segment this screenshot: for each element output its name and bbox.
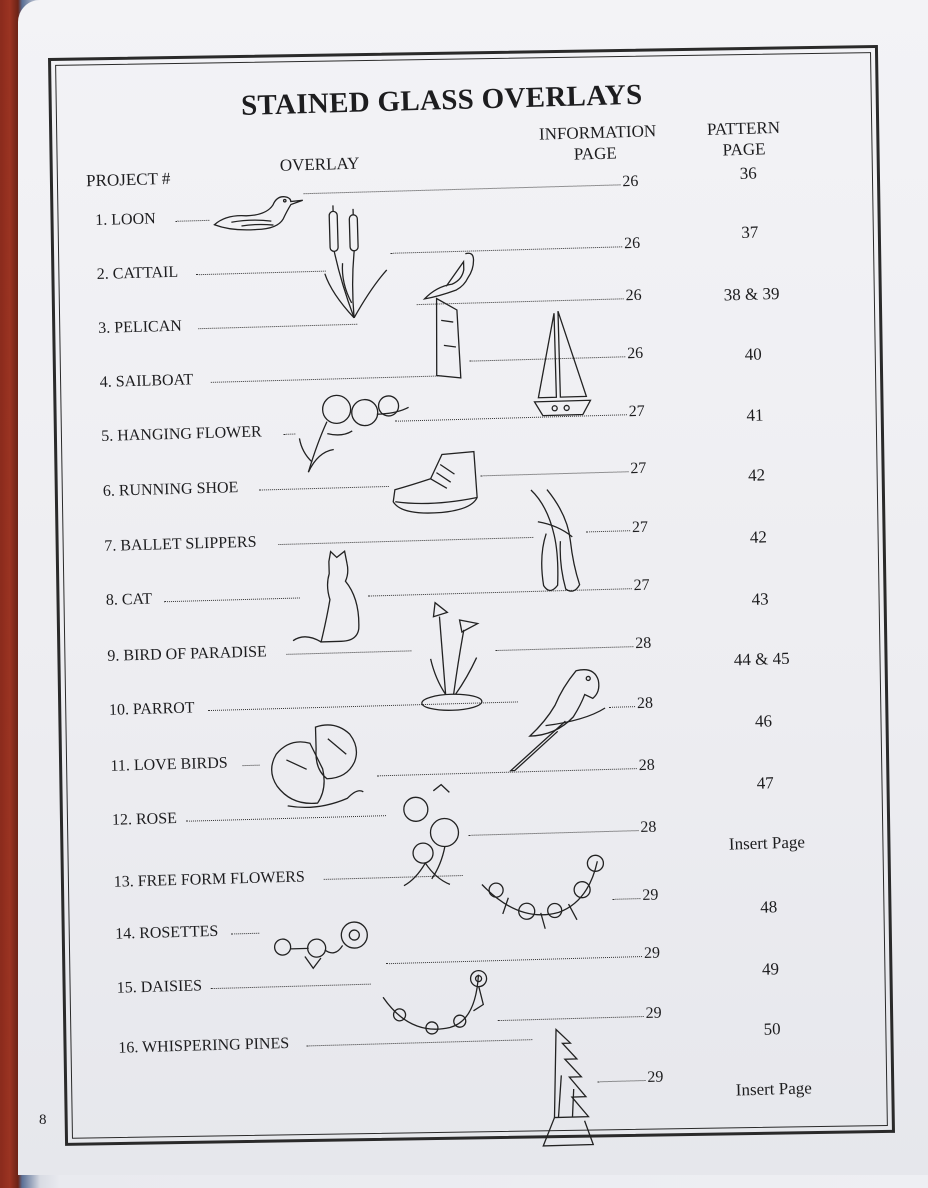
information-page-number: 29 — [642, 887, 658, 905]
ballet-slippers-icon — [527, 484, 590, 598]
whispering-pines-icon — [532, 1024, 601, 1151]
list-item — [0, 515, 927, 571]
dot-leader — [612, 898, 640, 900]
information-page-number: 28 — [640, 819, 656, 837]
dot-leader — [164, 597, 300, 602]
project-name: 11. LOVE BIRDS — [110, 755, 228, 776]
information-page-number: 27 — [629, 403, 645, 421]
loon-icon — [211, 190, 307, 238]
information-page-number: 28 — [637, 695, 653, 713]
information-page-number: 29 — [645, 1005, 661, 1023]
pattern-page-number: 46 — [703, 710, 824, 733]
dot-leader — [231, 933, 259, 935]
dot-leader — [481, 471, 629, 476]
dot-leader — [278, 537, 533, 545]
information-page-number: 26 — [625, 287, 641, 305]
pattern-page-number: 43 — [700, 588, 821, 611]
project-name: 6. RUNNING SHOE — [103, 479, 239, 501]
project-name: 13. FREE FORM FLOWERS — [114, 868, 306, 891]
header-overlay: OVERLAY — [280, 153, 360, 176]
project-name: 12. ROSE — [112, 810, 177, 830]
information-page-number: 27 — [630, 460, 646, 478]
pattern-page-number: 49 — [710, 958, 831, 981]
project-name: 4. SAILBOAT — [100, 371, 194, 392]
dot-leader — [609, 706, 635, 708]
love-birds-icon — [265, 718, 366, 819]
cat-icon — [289, 549, 367, 651]
parrot-icon — [504, 664, 612, 775]
information-page-number: 27 — [632, 519, 648, 537]
dot-leader — [469, 830, 639, 836]
project-name: 16. WHISPERING PINES — [118, 1035, 289, 1058]
list-item — [6, 789, 928, 845]
dot-leader — [597, 1080, 645, 1082]
dot-leader — [259, 486, 389, 491]
information-page-number: 29 — [644, 945, 660, 963]
pattern-page-number: 40 — [693, 343, 814, 366]
pattern-page-number: 42 — [698, 526, 819, 549]
information-page-number: 27 — [633, 577, 649, 595]
project-name: 1. LOON — [95, 210, 156, 230]
header-pattern-page: PATTERN PAGE — [707, 117, 781, 161]
pattern-page-number: 50 — [712, 1018, 833, 1041]
pattern-page-number: 38 & 39 — [691, 283, 812, 306]
dot-leader — [495, 646, 633, 651]
pattern-page-number: 41 — [695, 404, 816, 427]
dot-leader — [498, 1016, 644, 1021]
dot-leader — [304, 184, 621, 194]
information-page-number: 26 — [622, 173, 638, 191]
pattern-page-number: 44 & 45 — [702, 648, 823, 671]
project-name: 3. PELICAN — [98, 318, 182, 338]
project-name: 2. CATTAIL — [97, 264, 179, 284]
list-item — [4, 735, 928, 791]
dot-leader — [243, 765, 260, 766]
daisies-icon — [378, 964, 495, 1043]
header-information-page: INFORMATION PAGE — [539, 120, 657, 165]
project-name: 5. HANGING FLOWER — [101, 423, 262, 445]
header-project: PROJECT # — [86, 168, 171, 191]
dot-leader — [211, 375, 442, 382]
pattern-page-number: Insert Page — [707, 832, 828, 855]
rose-icon — [393, 782, 468, 890]
pattern-page-number: 47 — [705, 772, 826, 795]
page-title: STAINED GLASS OVERLAYS — [241, 79, 643, 123]
dot-leader — [211, 984, 371, 989]
dot-leader — [283, 434, 295, 435]
pattern-page-number: Insert Page — [714, 1078, 835, 1101]
project-name: 10. PARROT — [109, 699, 195, 719]
project-name: 15. DAISIES — [116, 977, 202, 997]
sailboat-icon — [530, 308, 595, 425]
list-item — [9, 903, 928, 959]
project-name: 7. BALLET SLIPPERS — [104, 534, 257, 556]
dot-leader — [198, 324, 357, 329]
free-form-flowers-icon — [477, 851, 611, 937]
information-page-number: 26 — [624, 235, 640, 253]
pattern-page-number: 37 — [690, 221, 811, 244]
running-shoe-icon — [390, 447, 482, 517]
dot-leader — [368, 588, 632, 596]
project-name: 14. ROSETTES — [115, 923, 219, 944]
project-name: 8. CAT — [106, 591, 153, 610]
information-page-number: 28 — [638, 757, 654, 775]
dot-leader — [386, 956, 642, 964]
dot-leader — [286, 650, 411, 654]
pelican-icon — [415, 249, 489, 381]
pattern-page-number: 48 — [708, 896, 829, 919]
information-page-number: 26 — [627, 345, 643, 363]
bird-of-paradise-icon — [413, 597, 494, 714]
rosettes-icon — [264, 913, 376, 974]
dot-leader — [586, 530, 630, 532]
cattail-icon — [319, 202, 392, 324]
pattern-page-number: 42 — [696, 464, 817, 487]
page-number: 8 — [39, 1112, 47, 1129]
information-page-number: 28 — [635, 635, 651, 653]
dot-leader — [196, 271, 326, 276]
pattern-page-number: 36 — [688, 162, 809, 185]
dot-leader — [175, 220, 209, 222]
information-page-number: 29 — [647, 1069, 663, 1087]
project-name: 9. BIRD OF PARADISE — [107, 643, 267, 665]
